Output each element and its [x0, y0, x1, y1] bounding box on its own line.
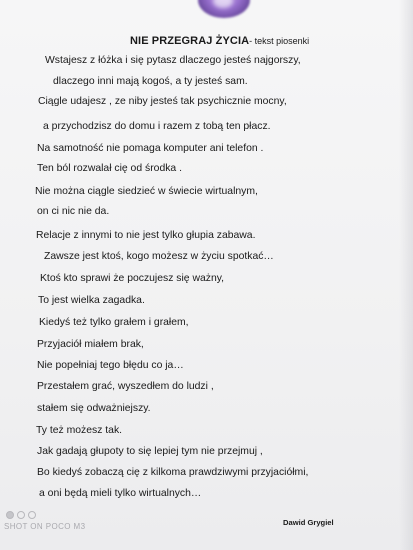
lyric-line: Ciągle udajesz , ze niby jesteś tak psychicznie mocny, — [38, 96, 287, 107]
page-edge-shadow — [399, 0, 413, 550]
lyric-line: Nie popełniaj tego błędu co ja… — [37, 360, 184, 371]
lens-dot-icon — [17, 511, 25, 519]
song-subtitle: - tekst piosenki — [249, 36, 310, 46]
camera-lens-icon — [6, 511, 85, 519]
lyric-line: dlaczego inni mają kogoś, a ty jesteś sam. — [53, 76, 248, 87]
lyric-line: Na samotność nie pomaga komputer ani telefon . — [37, 143, 264, 154]
song-title: NIE PRZEGRAJ ŻYCIA — [130, 35, 250, 47]
lyric-line: Ten ból rozwalał cię od środka . — [37, 163, 182, 174]
lyric-line: a przychodzisz do domu i razem z tobą ten płacz. — [43, 121, 271, 132]
lyric-line: To jest wielka zagadka. — [38, 295, 145, 306]
lyric-line: stałem się odważniejszy. — [37, 403, 151, 414]
lyric-line: on ci nic nie da. — [37, 206, 110, 217]
lyric-line: Zawsze jest ktoś, kogo możesz w życiu spotkać… — [44, 251, 274, 262]
lyric-line: Wstajesz z łóżka i się pytasz dlaczego jesteś najgorszy, — [45, 55, 301, 66]
lyric-line: Kiedyś też tylko grałem i grałem, — [39, 317, 189, 328]
lyric-line: Bo kiedyś zobaczą cię z kilkoma prawdziwymi przyjaciółmi, — [37, 467, 309, 478]
title-row — [130, 31, 309, 49]
lyric-line: Przestałem grać, wyszedłem do ludzi , — [37, 381, 214, 392]
lyric-line: Ktoś kto sprawi że poczujesz się ważny, — [40, 273, 225, 284]
lyric-line: Nie można ciągle siedzieć w świecie wirtualnym, — [35, 186, 258, 197]
author-signature: Dawid Grygiel — [283, 518, 334, 527]
lens-dot-icon — [6, 511, 14, 519]
lyric-line: Przyjaciół miałem brak, — [37, 339, 144, 350]
camera-watermark — [4, 511, 85, 531]
lens-dot-icon — [28, 511, 36, 519]
lyric-line: Ty też możesz tak. — [36, 425, 123, 436]
lyric-line: a oni będą mieli tylko wirtualnych… — [39, 488, 202, 499]
watermark-text: SHOT ON POCO M3 — [4, 522, 86, 531]
lyric-line: Jak gadają głupoty to się lepiej tym nie przejmuj , — [37, 446, 263, 457]
lyric-line: Relacje z innymi to nie jest tylko głupia zabawa. — [36, 230, 256, 241]
